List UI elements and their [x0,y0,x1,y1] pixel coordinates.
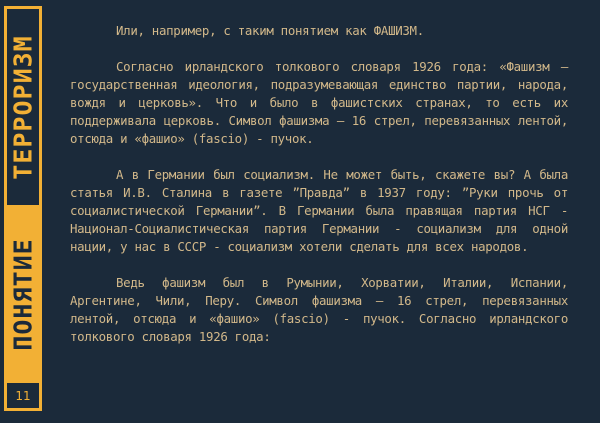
page-number: 11 [15,388,31,403]
paragraph: А в Германии был социализм. Не может быть, скажете вы? А была статья И.В. Сталина в газете ”Правда” в 1937 году: ”Руки прочь от социалистической Германии”. В Германии была правящая партия НСГ - Национал-Социалистическая партия Германии - социализм для одной нации, у нас в СССР - социализм хотели сделать для всех народов. [70,167,568,254]
sidebar-top-section [7,9,39,205]
paragraph: Ведь фашизм был в Румынии, Хорватии, Италии, Испании, Аргентине, Чили, Перу. Символ фашизма – 16 стрел, перевязанных лентой, отсюда и «фашио» (fascio) - пучок. Согласно ирландского толкового словаря 1926 года: [70,275,568,344]
sidebar-title-terrorism: ТЕРРОРИЗМ [8,34,38,180]
paragraph: Согласно ирландского толкового словаря 1926 года: «Фашизм – государственная идеология, подразумевающая единство партии, народа, вождя и церковь». Что и было в фашистских странах, то есть их поддерживала церковь. Символ фашизма – 16 стрел, перевязанных лентой, отсюда и «фашио» (fascio) - пучок. [70,59,568,146]
paragraph: Или, например, с таким понятием как ФАШИЗМ. [116,23,424,38]
page-number-box [7,383,39,408]
sidebar [0,0,46,423]
main-text [70,22,568,346]
sidebar-title-concept: ПОНЯТИЕ [8,237,38,351]
sidebar-bottom-section [7,205,39,383]
